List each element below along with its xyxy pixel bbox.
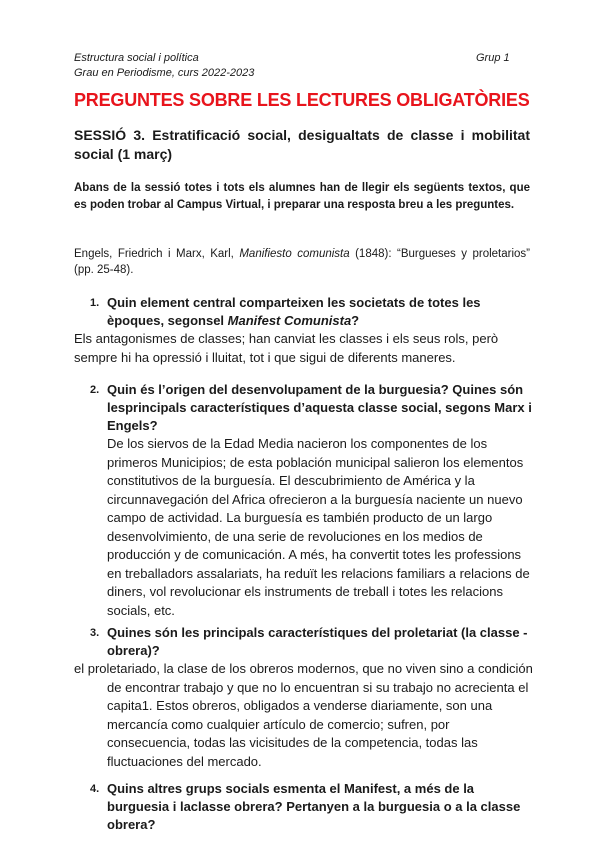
- question-1-heading: [74, 294, 534, 330]
- question-2: [74, 381, 534, 620]
- question-text: Quins altres grups socials esmenta el Manifest, a més de la burguesia i laclasse obrera? Pertanyen a la burguesia o a la classe obrera?: [107, 781, 521, 832]
- question-number: 2.: [90, 384, 100, 396]
- reference-authors: Engels, Friedrich i Marx, Karl,: [74, 248, 240, 260]
- course-header: [74, 51, 254, 81]
- question-3-heading: [74, 624, 534, 660]
- question-3: [74, 624, 534, 771]
- page-title: PREGUNTES SOBRE LES LECTURES OBLIGATÒRIES: [74, 90, 530, 110]
- question-text: Quines són les principals característiques del proletariat (la classe - obrera)?: [107, 625, 528, 658]
- reference-work-title: Manifiesto comunista: [239, 248, 350, 260]
- reference-details: (1848): “Burgueses y proletarios” (pp. 25-48).: [74, 248, 530, 276]
- degree-name: Grau en Periodisme, curs 2022-2023: [74, 67, 255, 79]
- answer-1: Els antagonismes de classes; han canviat les classes i els seus rols, però sempre hi ha opressió i lluitat, tot i que sigui de diferents maneres.: [74, 331, 499, 365]
- question-text-end: ?: [351, 313, 360, 328]
- group-label: Grup 1: [476, 52, 510, 64]
- answer-3: el proletariado, la clase de los obreros modernos, que no viven sino a condición de encontrar trabajo y que no lo encuentran si su trabajo no acrecienta el capita1. Estos obreros, obligados a venderse diariamente, son una mercancía como cualquier artículo de comercio; sufren, por consecuencia, todas las vicisitudes de la competencia, todas las fluctuaciones del mercado.: [74, 661, 533, 769]
- session-instructions: Abans de la sessió totes i tots els alumnes han de llegir els següents textos, que es poden trobar al Campus Virtual, i preparar una resposta breu a les preguntes.: [74, 182, 530, 211]
- question-text-italic: Manifest Comunista: [227, 313, 352, 328]
- answer-2: De los siervos de la Edad Media nacieron los componentes de los primeros Municipios; de esta población municipal salieron los elementos constitutivos de la burguesía. El descubrimiento de América y la circunnavegación del Africa ofrecieron a la burguesía naciente un nuevo campo de actividad. La burguesía es también producto de un largo desenvolvimiento, de una serie de revoluciones en los medios de producción y de comunicación. A més, ha convertit totes les professions en treballadors assalariats, ha reduït les relacions familiars a relacions de diners, vol revolucionar els instruments de treball i totes les relacions socials, etc.: [107, 436, 530, 618]
- question-number: 4.: [90, 783, 100, 795]
- question-text: Quin és l’origen del desenvolupament de la burguesia? Quines són lesprincipals característiques d’aquesta classe social, segons Marx i Engels?: [107, 382, 532, 433]
- course-name: Estructura social i política: [74, 52, 199, 64]
- question-4: [74, 780, 534, 834]
- question-1: [74, 294, 534, 367]
- question-text: Quin element central comparteixen les societats de totes les èpoques, segonsel: [107, 295, 481, 328]
- session-title: SESSIÓ 3. Estratificació social, desigualtats de classe i mobilitat social (1 març): [74, 127, 530, 162]
- question-2-heading: [74, 381, 534, 435]
- question-4-heading: [74, 780, 534, 834]
- reading-reference: [74, 246, 530, 278]
- question-number: 3.: [90, 627, 100, 639]
- question-number: 1.: [90, 297, 100, 309]
